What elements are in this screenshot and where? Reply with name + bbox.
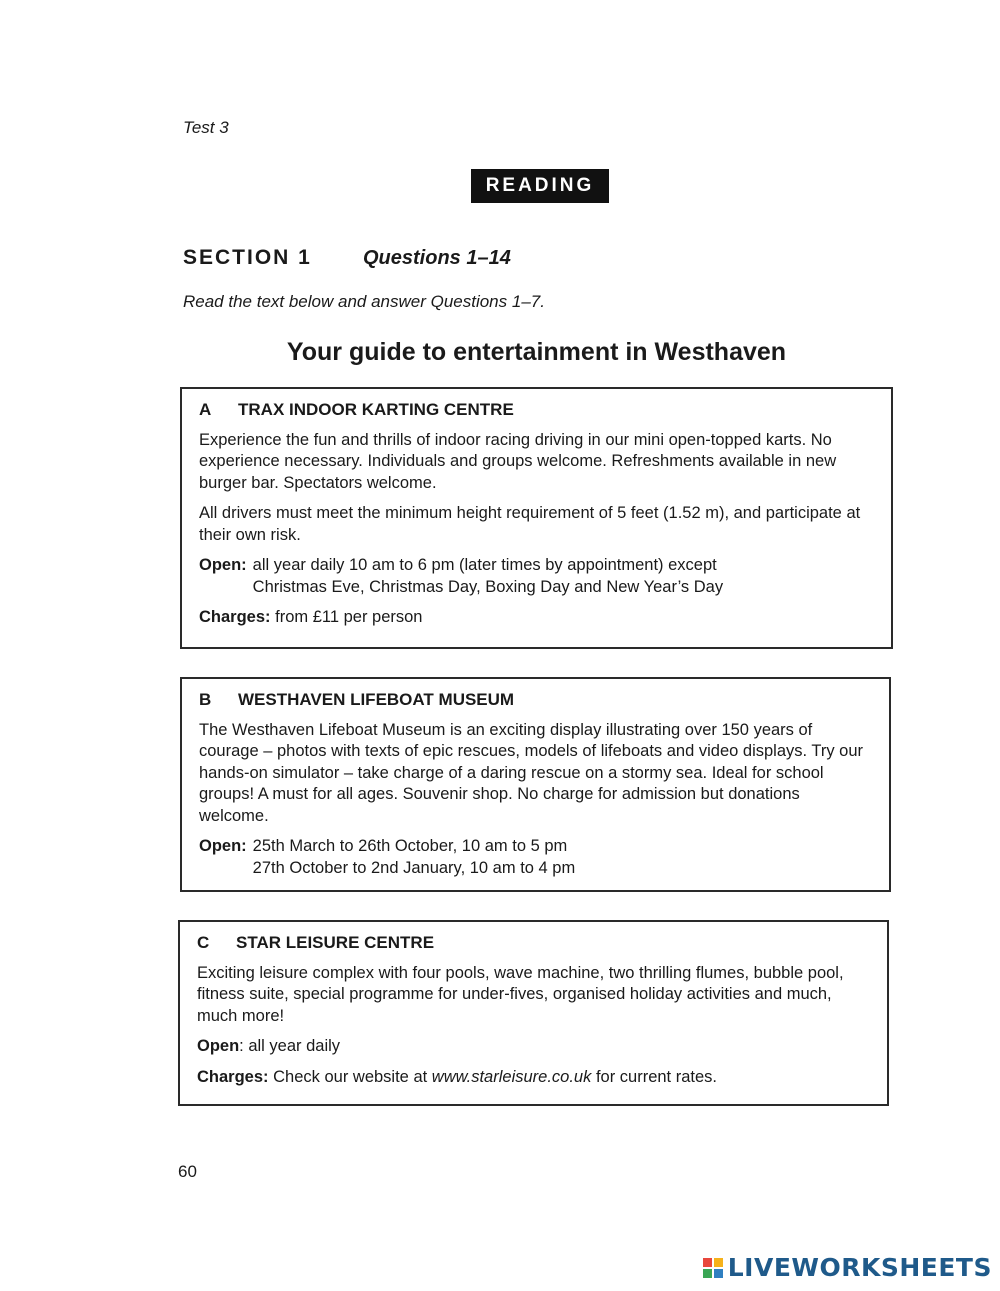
guide-title: Your guide to entertainment in Westhaven (286, 338, 787, 366)
opening-hours (197, 1036, 871, 1058)
open-line: all year daily 10 am to 6 pm (later times by appointment) except (252, 556, 717, 574)
liveworksheets-icon (703, 1258, 723, 1278)
entry-heading (199, 399, 875, 421)
entry-description: The Westhaven Lifeboat Museum is an exciting display illustrating over 150 years of courage – photos with texts of epic rescues, models of lifeboats and video displays. Try our hands-on simulator – take charge of a daring rescue on a stormy sea. Ideal for school groups! A must for all ages. Souvenir shop. No charge for admission but donations welcome. (199, 720, 864, 825)
open-line: 27th October to 2nd January, 10 am to 4 pm (252, 858, 576, 877)
entry-letter: B (199, 690, 212, 709)
reading-badge: READING (471, 169, 609, 203)
entry-letter: C (197, 933, 210, 952)
entry-name: WESTHAVEN LIFEBOAT MUSEUM (238, 690, 515, 709)
charges-label: Charges: (197, 1067, 269, 1086)
logo-square (714, 1269, 723, 1278)
charges-prefix: Check our website at (273, 1067, 428, 1086)
open-label: Open (197, 1037, 240, 1055)
liveworksheets-logo (703, 1253, 992, 1282)
entry-name: TRAX INDOOR KARTING CENTRE (238, 400, 514, 419)
entry-name: STAR LEISURE CENTRE (236, 933, 435, 952)
opening-hours (199, 555, 875, 598)
opening-hours (199, 836, 873, 879)
entry-heading (199, 689, 873, 711)
section-questions: Questions 1–14 (363, 247, 511, 269)
logo-square (714, 1258, 723, 1267)
open-line: 25th March to 26th October, 10 am to 5 pm (252, 837, 568, 855)
open-label: Open: (199, 556, 247, 574)
charges (197, 1067, 871, 1089)
entry-requirement: All drivers must meet the minimum height requirement of 5 feet (1.52 m), and participate at their own risk. (199, 504, 861, 544)
charges-value: from £11 per person (275, 608, 423, 626)
charges-label: Charges: (199, 608, 271, 626)
open-value: : all year daily (239, 1037, 341, 1055)
entry-heading (197, 932, 871, 954)
entry-description: Exciting leisure complex with four pools, wave machine, two thrilling flumes, bubble pool, fitness suite, special programme for under-fives, organised holiday activities and much, much more! (197, 963, 844, 1025)
section-title: SECTION 1 (183, 246, 312, 269)
open-line: Christmas Eve, Christmas Day, Boxing Day and New Year’s Day (252, 577, 724, 596)
instructions: Read the text below and answer Questions 1–7. (183, 292, 545, 311)
charges-suffix: for current rates. (595, 1067, 717, 1086)
section-header (183, 246, 511, 270)
charges (199, 607, 875, 629)
entry-box-c (178, 920, 889, 1106)
logo-square (703, 1269, 712, 1278)
test-label: Test 3 (183, 118, 229, 137)
entry-description: Experience the fun and thrills of indoor racing driving in our mini open-topped karts. No experience necessary. Individuals and groups welcome. Refreshments available in new burger bar. Spectators welcome. (199, 430, 837, 492)
entry-box-a (180, 387, 893, 649)
open-label: Open: (199, 837, 247, 855)
page-number: 60 (178, 1162, 197, 1181)
logo-square (703, 1258, 712, 1267)
entry-letter: A (199, 400, 212, 419)
liveworksheets-text: LIVEWORKSHEETS (727, 1253, 992, 1282)
entry-box-b (180, 677, 891, 892)
website-link[interactable]: www.starleisure.co.uk (431, 1067, 592, 1086)
